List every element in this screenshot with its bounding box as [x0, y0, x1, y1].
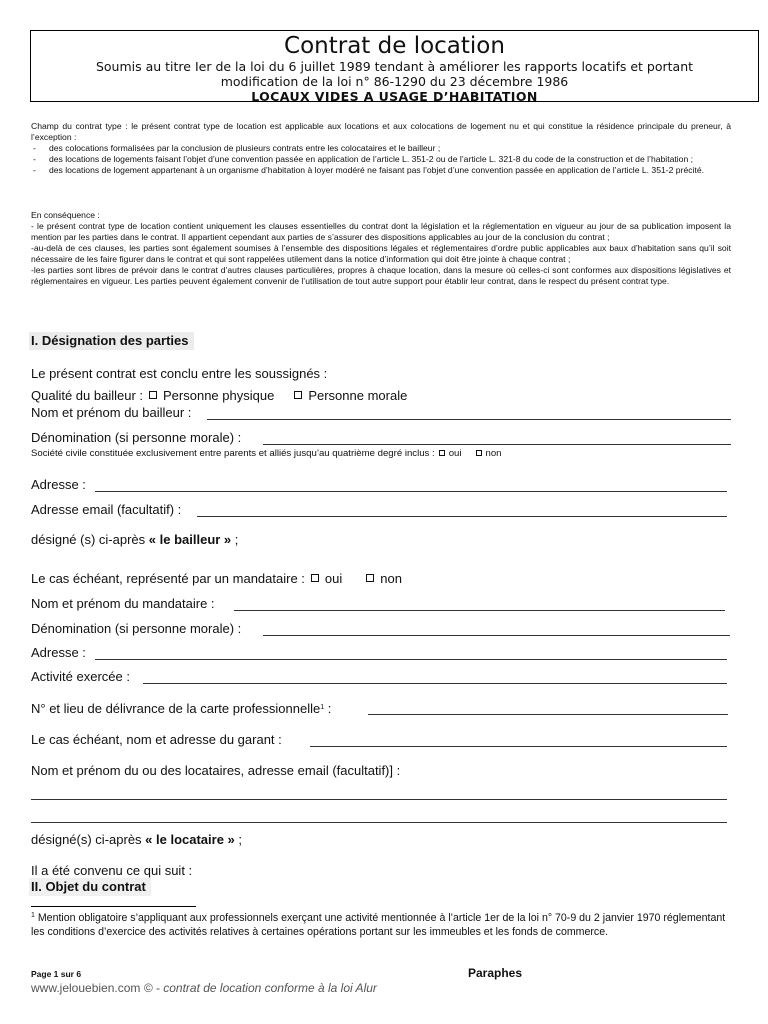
denomination-label: Dénomination (si personne morale) : [31, 430, 242, 445]
exception-text: des locations de logements faisant l’objet d’une convention passée en application de l’article L. 351-2 ou de l’article L. 321-8 du code de la construction et de l’habitation ; [49, 154, 693, 164]
mandataire-adresse-field[interactable] [95, 659, 727, 660]
bullet-dash: - [33, 143, 36, 153]
mandataire-row [31, 571, 402, 587]
site-link[interactable]: www.jelouebien.com [31, 981, 141, 995]
garant-field[interactable] [310, 746, 727, 747]
adresse-field[interactable] [95, 491, 727, 492]
exception-text: des colocations formalisées par la conclusion de plusieurs contrats entre les colocataires et le bailleur ; [49, 143, 441, 153]
activite-field[interactable] [143, 683, 727, 684]
footnote-text: Mention obligatoire s’appliquant aux professionnels exerçant une activité mentionnée à l’article 1er de la loi n° 70-9 du 2 janvier 1970 réglementant les conditions d’exercice des activités relatives à certaines opérations portant sur les immeubles et les fonds de commerce. [31, 912, 726, 938]
consequence-title: En conséquence : [31, 210, 100, 220]
designe-bailleur-line [31, 532, 238, 548]
carte-pro-field[interactable] [368, 714, 728, 715]
societe-non-label: non [485, 448, 502, 459]
footer-site [31, 981, 377, 995]
checkbox-mandataire-non[interactable] [366, 574, 374, 582]
email-label: Adresse email (facultatif) : [31, 502, 182, 517]
subtitle-line-1: Soumis au titre Ier de la loi du 6 juillet 1989 tendant à améliorer les rapports locatifs et portant [95, 59, 694, 74]
checkbox-personne-morale[interactable] [294, 391, 302, 399]
checkbox-societe-oui[interactable] [439, 450, 445, 456]
mandataire-oui-label: oui [324, 571, 343, 586]
exception-item [31, 165, 731, 176]
locataires-field-line-2[interactable] [31, 822, 727, 823]
section-1-heading: I. Désignation des parties [29, 332, 194, 350]
qualite-bailleur-row [31, 388, 407, 404]
footnote-ref: 1 [320, 704, 325, 711]
section-2-heading: II. Objet du contrat [29, 878, 151, 896]
champ-paragraph [31, 121, 731, 176]
mandataire-denomination-field[interactable] [263, 635, 730, 636]
designe-prefix: désigné (s) ci-après [31, 532, 146, 547]
exception-item [31, 143, 731, 154]
option-personne-morale: Personne morale [308, 388, 408, 403]
exception-item [31, 154, 731, 165]
checkbox-societe-non[interactable] [476, 450, 482, 456]
page-number: Page 1 sur 6 [31, 969, 82, 979]
checkbox-personne-physique[interactable] [149, 391, 157, 399]
bullet-dash: - [33, 154, 36, 164]
consequence-item-1: - le présent contrat type de location contient uniquement les clauses essentielles du contrat dont la législation et la réglementation en vigueur au jour de sa publication imposent la mention par les parties dans le contrat. Il appartient cependant aux parties de s’assurer des dispositions applicables au jour de la conclusion du contrat ; [31, 221, 731, 242]
societe-civile-row [31, 447, 502, 461]
contract-title-box [30, 30, 759, 102]
locataires-label: Nom et prénom du ou des locataires, adresse email (facultatif)] : [31, 763, 401, 778]
designe-locataire-line [31, 832, 242, 848]
locataires-field-line-1[interactable] [31, 799, 727, 800]
carte-pro-colon: : [324, 701, 332, 716]
mandataire-non-label: non [380, 571, 402, 586]
designe2-suffix: ; [234, 832, 243, 847]
societe-oui-label: oui [448, 448, 462, 459]
footnote [31, 909, 731, 939]
champ-text: Champ du contrat type : le présent contrat type de location est applicable aux locations et aux colocations de logement nu et qui constitue la résidence principale du preneur, à l’exception : [31, 121, 731, 142]
site-note: © - contrat de location conforme à la loi Alur [140, 981, 377, 995]
subtitle-line-2: modification de la loi n° 86-1290 du 23 décembre 1986 [220, 74, 569, 89]
consequence-block [31, 210, 731, 287]
adresse-label: Adresse : [31, 477, 86, 492]
designe2-prefix: désigné(s) ci-après [31, 832, 142, 847]
mandataire-denomination-label: Dénomination (si personne morale) : [31, 621, 242, 636]
consequence-item-2: -au-delà de ces clauses, les parties sont également soumises à l’ensemble des dispositions légales et réglementaires d’ordre public applicables aux baux d’habitation sans qu’il soit nécessaire de les faire figurer dans le contrat et qui sont rappelées utilement dans la notice d’information qui doit être jointe à chaque contrat ; [31, 243, 731, 264]
email-field[interactable] [197, 516, 727, 517]
mandataire-nom-field[interactable] [234, 610, 725, 611]
garant-label: Le cas échéant, nom et adresse du garant : [31, 732, 282, 747]
nom-bailleur-field[interactable] [207, 419, 731, 420]
mandataire-adresse-label: Adresse : [31, 645, 86, 660]
footnote-separator [31, 906, 196, 907]
le-locataire-term: « le locataire » [145, 832, 235, 847]
nom-bailleur-label: Nom et prénom du bailleur : [31, 405, 192, 420]
le-bailleur-term: « le bailleur » [148, 532, 232, 547]
societe-civile-label: Société civile constituée exclusivement entre parents et alliés jusqu’au quatrième degré inclus : [31, 448, 435, 459]
option-personne-physique: Personne physique [163, 388, 275, 403]
subtitle-line-3: LOCAUX VIDES A USAGE D’HABITATION [251, 89, 538, 104]
mandataire-label: Le cas échéant, représenté par un mandataire : [31, 571, 305, 586]
paraphes-label: Paraphes [468, 966, 523, 980]
checkbox-mandataire-oui[interactable] [311, 574, 319, 582]
qualite-label: Qualité du bailleur : [31, 388, 144, 403]
bullet-dash: - [33, 165, 36, 175]
intro-line: Le présent contrat est conclu entre les soussignés : [31, 366, 328, 381]
carte-pro-text: N° et lieu de délivrance de la carte professionnelle [31, 701, 321, 716]
convenu-line: Il a été convenu ce qui suit : [31, 863, 193, 878]
mandataire-nom-label: Nom et prénom du mandataire : [31, 596, 215, 611]
footnote-number: 1 [31, 912, 35, 919]
denomination-field[interactable] [263, 444, 731, 445]
exception-text: des locations de logement appartenant à un organisme d’habitation à loyer modéré ne faisant pas l’objet d’une convention passée en application de l’article L. 351-2 précité. [49, 165, 704, 175]
designe-suffix: ; [231, 532, 239, 547]
document-title: Contrat de location [284, 33, 505, 59]
consequence-item-3: -les parties sont libres de prévoir dans le contrat d’autres clauses particulières, propres à chaque location, dans la mesure où celles-ci sont conformes aux dispositions législatives et réglementaires en vigueur. Les parties peuvent également convenir de l’utilisation de tout autre support pour établir leur contrat, dans le respect du présent contrat type. [31, 265, 731, 286]
carte-pro-label [31, 700, 331, 717]
activite-label: Activité exercée : [31, 669, 130, 684]
